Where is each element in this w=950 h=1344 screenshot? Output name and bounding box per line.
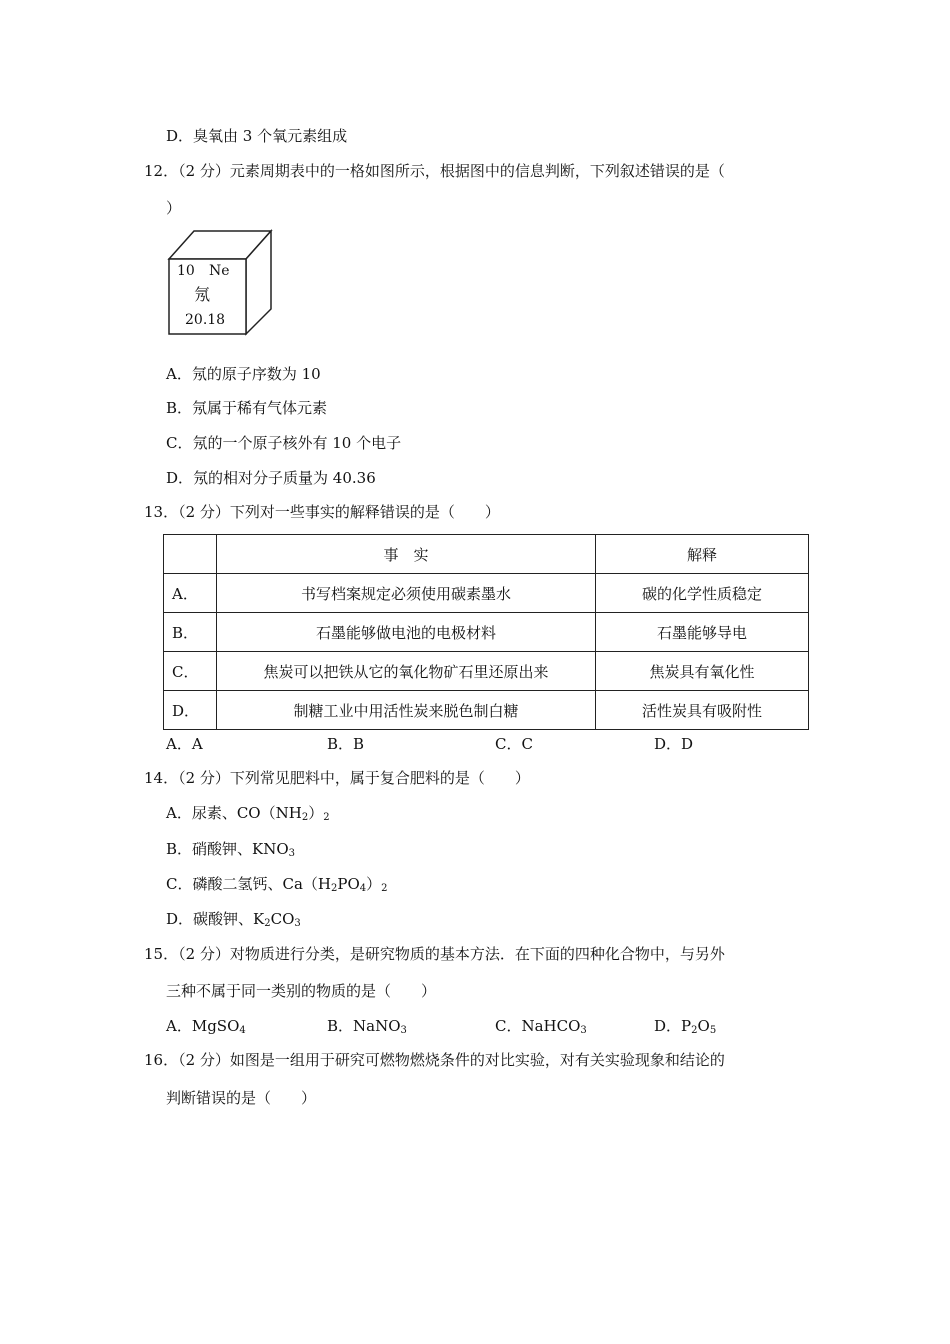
q14-option-d: D．碳酸钾、$K_2CO_3$ <box>166 910 301 929</box>
q13-choice-d: D．D <box>654 735 694 753</box>
row-explanation: 活性炭具有吸附性 <box>596 691 809 730</box>
q15-option-a: A．MgSO$_4$ <box>166 1017 246 1036</box>
periodic-table-cell <box>167 229 275 341</box>
row-explanation: 焦炭具有氧化性 <box>596 652 809 691</box>
table-row <box>164 613 809 652</box>
q15-stem: 15．（2 分）对物质进行分类，是研究物质的基本方法．在下面的四种化合物中，与另外 <box>144 945 725 963</box>
q12-stem-close: ） <box>166 199 182 217</box>
q13-choice-b: B．B <box>327 735 365 753</box>
table-header-blank <box>164 535 217 574</box>
table-header-explanation: 解释 <box>596 535 809 574</box>
table-row <box>164 652 809 691</box>
element-name: 氖 <box>194 285 211 304</box>
q12-option-b: B．氖属于稀有气体元素 <box>166 399 328 417</box>
row-fact: 制糖工业中用活性炭来脱色制白糖 <box>217 691 596 730</box>
q11-option-d: D．臭氧由 3 个氧元素组成 <box>166 127 348 145</box>
q13-choice-c: C．C <box>495 735 533 753</box>
row-fact: 焦炭可以把铁从它的氧化物矿石里还原出来 <box>217 652 596 691</box>
table-header-row <box>164 535 809 574</box>
element-symbol: Ne <box>209 263 230 279</box>
q14-stem: 14．（2 分）下列常见肥料中，属于复合肥料的是（ ） <box>144 769 530 787</box>
q14-option-b: B．硝酸钾、$KNO_3$ <box>166 840 296 859</box>
table-header-fact: 事 实 <box>217 535 596 574</box>
row-label: B． <box>164 613 217 652</box>
q14-option-a: A．尿素、$CO(NH_2)_2$ <box>166 804 330 823</box>
row-fact: 石墨能够做电池的电极材料 <box>217 613 596 652</box>
q12-option-c: C．氖的一个原子核外有 10 个电子 <box>166 434 402 452</box>
table-row <box>164 574 809 613</box>
q15-stem-cont: 三种不属于同一类别的物质的是（ ） <box>166 982 437 1000</box>
q16-stem: 16．（2 分）如图是一组用于研究可燃物燃烧条件的对比实验，对有关实验现象和结论的 <box>144 1051 725 1069</box>
q12-stem: 12．（2 分）元素周期表中的一格如图所示，根据图中的信息判断，下列叙述错误的是（ <box>144 162 725 180</box>
row-label: A． <box>164 574 217 613</box>
row-explanation: 石墨能够导电 <box>596 613 809 652</box>
row-label: D． <box>164 691 217 730</box>
q16-stem-cont: 判断错误的是（ ） <box>166 1089 317 1107</box>
q15-option-d: D．$P_2O_5$ <box>654 1017 717 1036</box>
row-explanation: 碳的化学性质稳定 <box>596 574 809 613</box>
q12-option-d: D．氖的相对分子质量为 40.36 <box>166 469 376 487</box>
q13-stem: 13．（2 分）下列对一些事实的解释错误的是（ ） <box>144 503 500 521</box>
atomic-mass: 20.18 <box>185 312 226 328</box>
row-fact: 书写档案规定必须使用碳素墨水 <box>217 574 596 613</box>
q13-choice-a: A．A <box>166 735 203 753</box>
facts-table <box>163 534 809 730</box>
q15-option-c: C．NaHCO$_3$ <box>495 1017 587 1036</box>
q12-option-a: A．氖的原子序数为 10 <box>166 365 321 383</box>
q14-option-c: C．磷酸二氢钙、$Ca(H_2PO_4)_2$ <box>166 875 388 894</box>
q15-option-b: B．NaNO$_3$ <box>327 1017 407 1036</box>
atomic-number: 10 <box>177 263 195 279</box>
table-row <box>164 691 809 730</box>
row-label: C． <box>164 652 217 691</box>
